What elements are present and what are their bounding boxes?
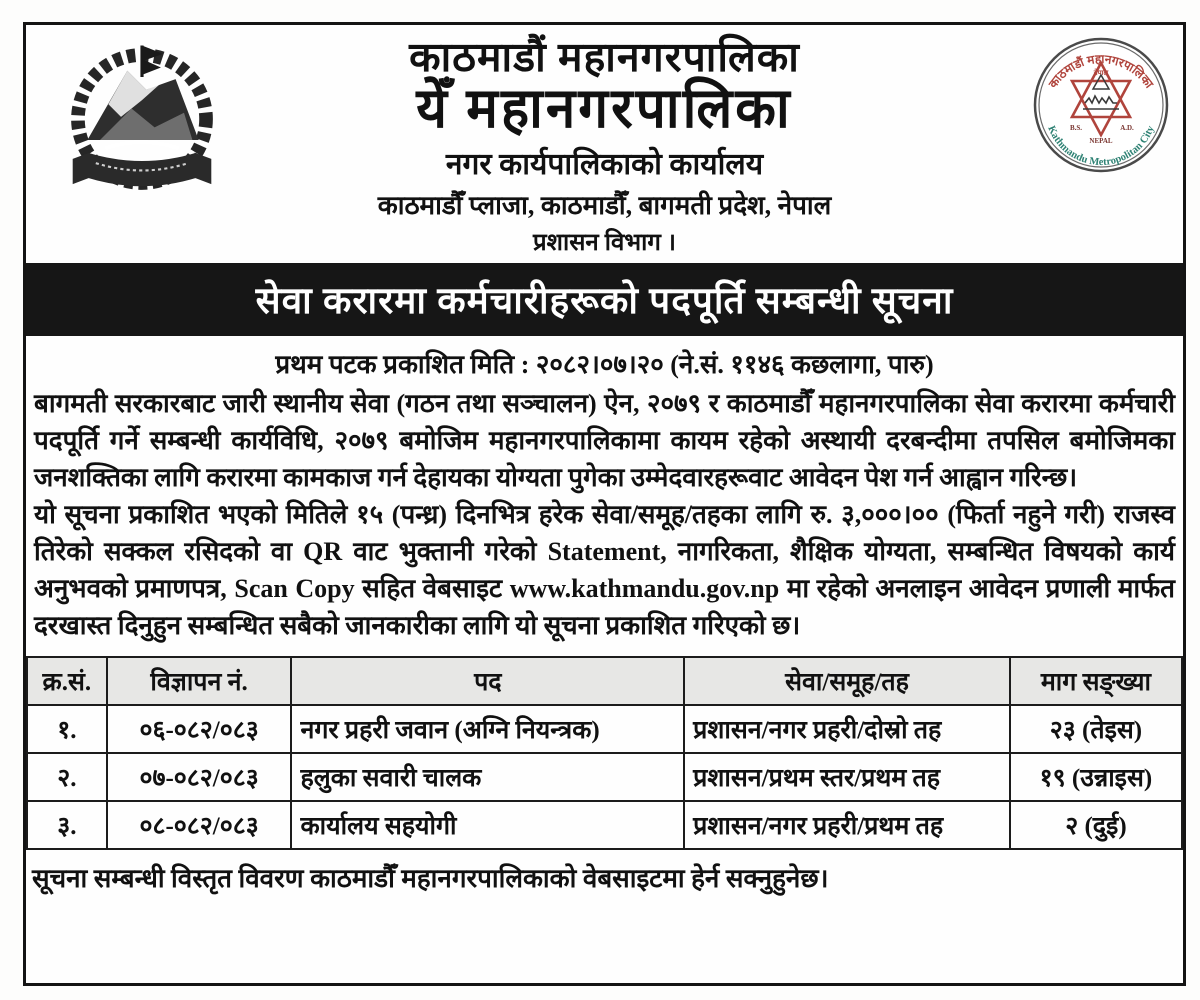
document-header xyxy=(26,25,1183,263)
department-name: प्रशासन विभाग । xyxy=(533,229,676,256)
ribbon-left-tail xyxy=(73,153,90,185)
header-position: पद xyxy=(291,657,684,705)
cell-advno: ०८-०८२/०८३ xyxy=(107,801,292,849)
footer-note: सूचना सम्बन्धी विस्तृत विवरण काठमाडौँ महानगरपालिकाको वेबसाइटमा हेर्न सक्नुहुनेछ। xyxy=(32,864,829,893)
vacancy-table xyxy=(26,656,1183,850)
seal-nepal-devanagari: नेपाल xyxy=(1093,69,1109,77)
header-serial-no: क्र.सं. xyxy=(27,657,107,705)
notice-title-banner: सेवा करारमा कर्मचारीहरूको पदपूर्ति सम्बन्धी सूचना xyxy=(26,263,1183,336)
paragraph-application-instructions: यो सूचना प्रकाशित भएको मितिले १५ (पन्ध्र) दिनभित्र हरेक सेवा/समूह/तहका लागि रु. ३,०००।०० (फिर्ता नहुने गरी) राजस्व तिरेको सक्कल रसिदको वा QR वाट भुक्तानी गरेको Statement, नागरिकता, शैक्षिक योग्यता, सम्बन्धित विषयको कार्य अनुभवको प्रमाणपत्र, Scan Copy सहित वेबसाइट www.kathmandu.gov.np मा रहेको अनलाइन आवेदन प्रणाली मार्फत दरखास्त दिनुहुन सम्बन्धित सबैको जानकारीका लागि यो सूचना प्रकाशित गरिएको छ। xyxy=(34,500,1175,640)
header-demand-count: माग सङ्ख्या xyxy=(1010,657,1182,705)
published-date-line: प्रथम पटक प्रकाशित मिति : २०८२।०७।२० (ने.सं. ११४६ कछलागा, पारु) xyxy=(275,350,934,379)
org-name-newari: येँ महानगरपालिका xyxy=(416,78,793,140)
cell-post: कार्यालय सहयोगी xyxy=(291,801,684,849)
cell-service: प्रशासन/नगर प्रहरी/प्रथम तह xyxy=(684,801,1010,849)
cell-service: प्रशासन/प्रथम स्तर/प्रथम तह xyxy=(684,753,1010,801)
seal-bottom-text: Kathmandu Metropolitan City xyxy=(1045,124,1157,169)
seal-bs-label: B.S. xyxy=(1069,124,1083,132)
header-service-group: सेवा/समूह/तह xyxy=(684,657,1010,705)
cell-serial: २. xyxy=(27,753,107,801)
notice-body xyxy=(26,381,1183,644)
table-row xyxy=(27,801,1182,849)
notice-document xyxy=(23,22,1186,986)
header-advert-no: विज्ञापन नं. xyxy=(107,657,292,705)
seal-ad-label: A.D. xyxy=(1120,124,1134,132)
cell-service: प्रशासन/नगर प्रहरी/दोस्रो तह xyxy=(684,705,1010,753)
table-header-row xyxy=(27,657,1182,705)
ribbon-right-tail xyxy=(195,153,212,185)
ribbon-banner xyxy=(87,153,196,187)
cell-serial: ३. xyxy=(27,801,107,849)
seal-nepal-en: NEPAL xyxy=(1089,137,1113,145)
cell-demand: २३ (तेइस) xyxy=(1010,705,1182,753)
ground-line xyxy=(105,142,179,148)
org-name: काठमाडौं महानगरपालिका xyxy=(409,34,800,80)
paragraph-act-reference: बागमती सरकारबाट जारी स्थानीय सेवा (गठन तथा सञ्चालन) ऐन, २०७९ र काठमाडौँ महानगरपालिका सेवा करारमा कर्मचारी पदपूर्ति गर्ने सम्बन्धी कार्यविधि, २०७९ बमोजिम महानगरपालिकामा कायम रहेको अस्थायी दरबन्दीमा तपसिल बमोजिमका जनशक्तिका लागि करारमा कामकाज गर्न देहायका योग्यता पुगेका उम्मेदवारहरूवाट आवेदन पेश गर्न आह्वान गरिन्छ। xyxy=(34,389,1175,492)
cell-serial: १. xyxy=(27,705,107,753)
cell-demand: १९ (उन्नाइस) xyxy=(1010,753,1182,801)
table-row xyxy=(27,753,1182,801)
cell-advno: ०६-०८२/०८३ xyxy=(107,705,292,753)
cell-post: हलुका सवारी चालक xyxy=(291,753,684,801)
cell-demand: २ (दुई) xyxy=(1010,801,1182,849)
office-name: नगर कार्यपालिकाको कार्यालय xyxy=(445,147,764,181)
office-address: काठमाडौँ प्लाजा, काठमाडौँ, बागमती प्रदेश, नेपाल xyxy=(377,190,832,220)
cell-advno: ०७-०८२/०८३ xyxy=(107,753,292,801)
cell-post: नगर प्रहरी जवान (अग्नि नियन्त्रक) xyxy=(291,705,684,753)
table-row xyxy=(27,705,1182,753)
seal-top-text: काठमाडौं महानगरपालिका xyxy=(1045,51,1157,91)
